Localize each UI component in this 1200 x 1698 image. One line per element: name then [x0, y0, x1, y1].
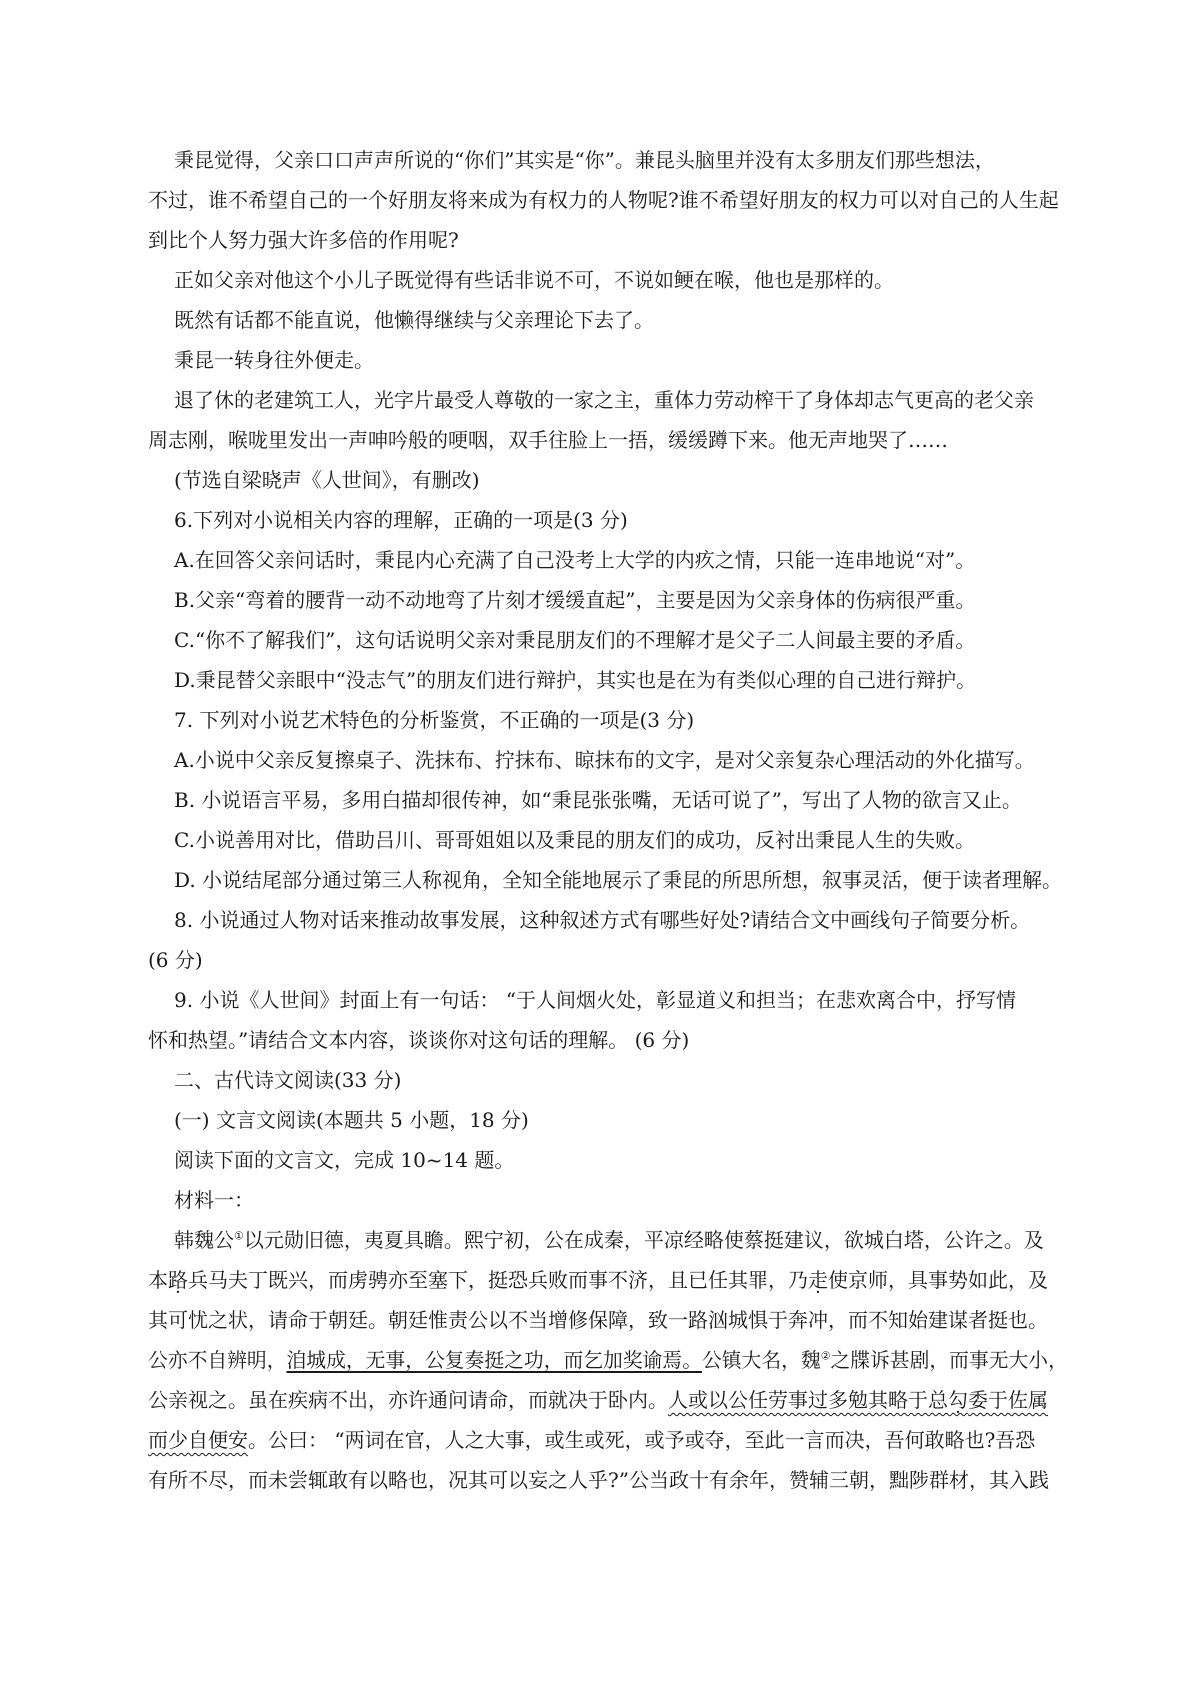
option-6c: C.“你不了解我们”，这句话说明父亲对秉昆朋友们的不理解才是父子二人间最主要的矛盾。 [174, 628, 976, 652]
question-8: 8. 小说通过人物对话来推动故事发展，这种叙述方式有哪些好处?请结合文中画线句子简要分析。 [174, 908, 1031, 932]
wavy-underlined-sentence: 委于佐属 [968, 1388, 1048, 1412]
emphasis-dot: 路 [168, 1268, 188, 1292]
option-7b: B. 小说语言平易，多用白描却很传神，如“秉昆张张嘴，无话可说了”，写出了人物的欲言又止。 [174, 788, 1022, 812]
option-6b: B.父亲“弯着的腰背一动不动地弯了片刻才缓缓直起”，主要是因为父亲身体的伤病很严重。 [174, 588, 976, 612]
instruction: 阅读下面的文言文，完成 10~14 题。 [174, 1148, 515, 1172]
question-9: 9. 小说《人世间》封面上有一句话： “于人间烟火处，彰显道义和担当；在悲欢离合中，抒写情 [174, 988, 1017, 1012]
underlined-sentence: 洎城成，无事，公复奏挺之功，而乞加奖谕焉。 [286, 1348, 702, 1372]
novel-line: 周志刚，喉咙里发出一声呻吟般的哽咽，双手往脸上一捂，缓缓蹲下来。他无声地哭了…… [148, 428, 948, 452]
subsection-heading: (一) 文言文阅读(本题共 5 小题，18 分) [174, 1108, 529, 1132]
option-6a: A.在回答父亲问话时，秉昆内心充满了自己没考上大学的内疚之情，只能一连串地说“对”。 [174, 548, 976, 572]
footnote-mark: ② [820, 1349, 831, 1363]
classical-line: 公亦不自辨明，洎城成，无事，公复奏挺之功，而乞加奖谕焉。公镇大名，魏②之牒诉甚剧，而事无大小， [148, 1348, 1068, 1372]
option-7a: A.小说中父亲反复擦桌子、洗抹布、拧抹布、晾抹布的文字，是对父亲复杂心理活动的外化描写。 [174, 748, 1035, 772]
question-7: 7. 下列对小说艺术特色的分析鉴赏，不正确的一项是(3 分) [174, 708, 695, 732]
novel-line: 退了休的老建筑工人，光字片最受人尊敬的一家之主，重体力劳动榨干了身体却志气更高的老父亲 [174, 388, 1034, 412]
material-label: 材料一： [174, 1188, 254, 1212]
option-7d: D. 小说结尾部分通过第三人称视角，全知全能地展示了秉昆的所思所想，叙事灵活，便于读者理解。 [174, 868, 1063, 892]
question-6: 6.下列对小说相关内容的理解，正确的一项是(3 分) [174, 508, 628, 532]
novel-line: 到比个人努力强大许多倍的作用呢? [148, 228, 459, 252]
novel-line: 秉昆觉得，父亲口口声声所说的“你们”其实是“你”。兼昆头脑里并没有太多朋友们那些想法， [174, 148, 995, 172]
novel-paragraph: 既然有话都不能直说，他懒得继续与父亲理论下去了。 [174, 308, 654, 332]
classical-line: 而少自便安。公曰： “两词在官，人之大事，或生或死，或予或夺，至此一言而决，吾何敢略也?吾恐 [148, 1428, 1036, 1452]
question-9-cont: 怀和热望。”请结合文本内容，谈谈你对这句话的理解。 (6 分) [148, 1028, 690, 1052]
option-7c: C.小说善用对比，借助吕川、哥哥姐姐以及秉昆的朋友们的成功，反衬出秉昆人生的失败。 [174, 828, 975, 852]
emphasis-dot: 勾 [948, 1388, 968, 1412]
classical-line: 有所不尽，而未尝辄敢有以略也，况其可以妄之人乎?”公当政十有余年，赞辅三朝，黜陟群材，其入践 [148, 1468, 1049, 1492]
classical-line: 公亲视之。虽在疾病不出，亦许通问请命，而就决于卧内。人或以公任劳事过多勉其略于总勾委于佐属 [148, 1388, 1048, 1412]
classical-line: 本路兵马夫丁既兴，而虏骋亦至塞下，挺恐兵败而事不济，且已任其罪，乃走使京师，具事势如此，及 [148, 1268, 1048, 1292]
source-note: (节选自梁晓声《人世间》，有删改) [174, 468, 480, 492]
classical-line: 韩魏公①以元勋旧德，夷夏具瞻。熙宁初，公在成秦，平凉经略使蔡挺建议，欲城白塔，公许之。及 [174, 1228, 1044, 1252]
emphasis-dot: 走 [808, 1268, 828, 1292]
option-6d: D.秉昆替父亲眼中“没志气”的朋友们进行辩护，其实也是在为有类似心理的自己进行辩护。 [174, 668, 977, 692]
footnote-mark: ① [234, 1229, 244, 1243]
novel-paragraph: 秉昆一转身往外便走。 [174, 348, 374, 372]
novel-paragraph: 正如父亲对他这个小儿子既觉得有些话非说不可，不说如鲠在喉，他也是那样的。 [174, 268, 894, 292]
question-8-score: (6 分) [148, 948, 203, 972]
classical-line: 其可忧之状，请命于朝廷。朝廷惟责公以不当增修保障，致一路汹城惧于奔冲，而不知始建谋者挺也。 [148, 1308, 1048, 1332]
wavy-underlined-sentence: 人或以公任劳事过多勉其略于总 [668, 1388, 948, 1412]
wavy-underlined-sentence: 而少自便安 [148, 1428, 248, 1452]
novel-line: 不过，谁不希望自己的一个好朋友将来成为有权力的人物呢?谁不希望好朋友的权力可以对自己的人生起 [148, 188, 1059, 212]
section-heading: 二、古代诗文阅读(33 分) [174, 1068, 402, 1092]
